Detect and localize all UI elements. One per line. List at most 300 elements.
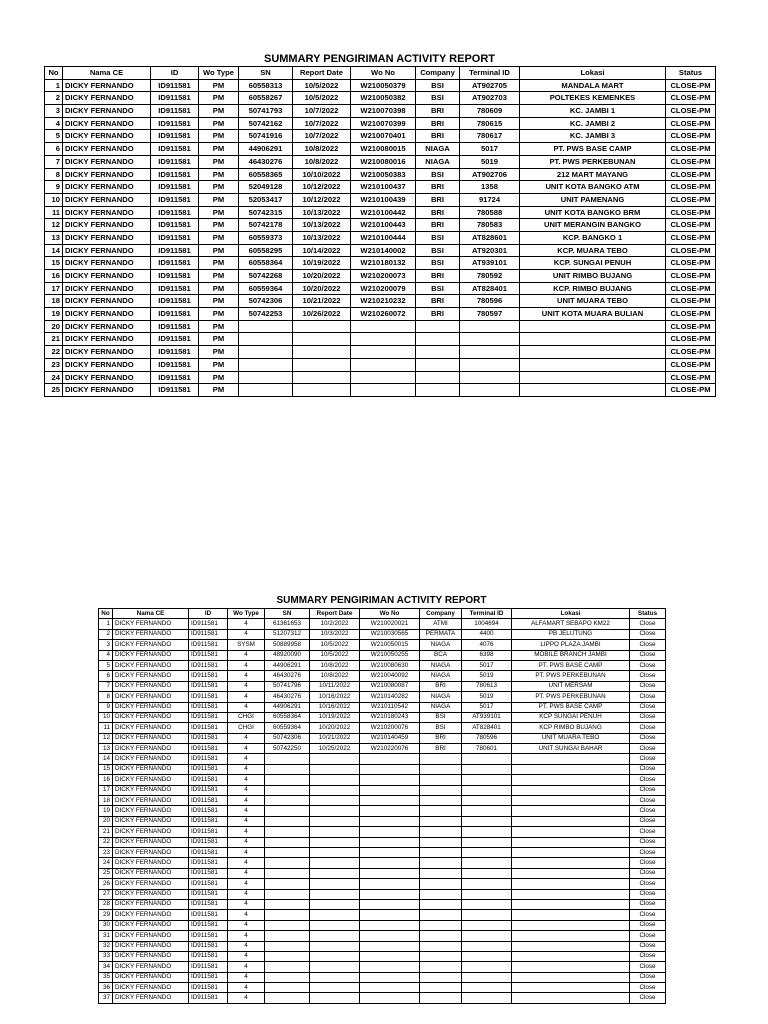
- cell-terminal-id: [462, 962, 512, 972]
- cell-report-date: 10/16/2022: [310, 692, 360, 702]
- cell-nama-ce: DICKY FERNANDO: [113, 847, 189, 857]
- cell-sn: 50742250: [265, 744, 310, 754]
- column-header-nama-ce: Nama CE: [113, 609, 189, 619]
- cell-wo-type: PM: [199, 206, 239, 219]
- cell-no: 24: [99, 858, 113, 868]
- cell-no: 30: [99, 920, 113, 930]
- cell-nama-ce: DICKY FERNANDO: [113, 889, 189, 899]
- cell-report-date: 10/25/2022: [310, 744, 360, 754]
- cell-id: ID911581: [189, 951, 228, 961]
- report-title: SUMMARY PENGIRIMAN ACTIVITY REPORT: [276, 595, 487, 606]
- cell-no: 8: [45, 168, 63, 181]
- cell-lokasi: [512, 796, 630, 806]
- cell-wo-no: W210050379: [351, 79, 416, 92]
- cell-sn: 46430276: [239, 155, 293, 168]
- cell-wo-no: [360, 847, 420, 857]
- cell-id: ID911581: [151, 358, 199, 371]
- cell-wo-type: PM: [199, 181, 239, 194]
- cell-id: ID911581: [151, 282, 199, 295]
- cell-terminal-id: [460, 371, 520, 384]
- cell-company: BRI: [416, 295, 460, 308]
- table-row: [45, 384, 716, 397]
- cell-lokasi: PT. PWS BASE CAMP: [512, 660, 630, 670]
- cell-sn: 46430276: [265, 671, 310, 681]
- cell-terminal-id: [462, 972, 512, 982]
- cell-lokasi: [512, 806, 630, 816]
- cell-no: 11: [99, 723, 113, 733]
- cell-terminal-id: 780596: [460, 295, 520, 308]
- cell-wo-type: PM: [199, 371, 239, 384]
- cell-sn: 60558295: [239, 244, 293, 257]
- column-header-no: No: [45, 67, 63, 80]
- cell-sn: 50742178: [239, 219, 293, 232]
- cell-nama-ce: DICKY FERNANDO: [63, 257, 151, 270]
- cell-sn: 52053417: [239, 193, 293, 206]
- cell-report-date: [310, 837, 360, 847]
- cell-wo-type: PM: [199, 105, 239, 118]
- cell-no: 17: [45, 282, 63, 295]
- cell-wo-type: PM: [199, 117, 239, 130]
- cell-status: CLOSE-PM: [666, 168, 716, 181]
- cell-status: CLOSE-PM: [666, 117, 716, 130]
- cell-wo-type: PM: [199, 231, 239, 244]
- column-header-id: ID: [189, 609, 228, 619]
- cell-nama-ce: DICKY FERNANDO: [63, 79, 151, 92]
- cell-wo-no: [360, 775, 420, 785]
- cell-wo-type: 4: [228, 681, 265, 691]
- cell-sn: 50742306: [265, 733, 310, 743]
- cell-report-date: [293, 384, 351, 397]
- cell-wo-no: [360, 858, 420, 868]
- cell-nama-ce: DICKY FERNANDO: [113, 837, 189, 847]
- cell-id: ID911581: [189, 889, 228, 899]
- cell-sn: [265, 889, 310, 899]
- cell-report-date: [293, 371, 351, 384]
- cell-sn: [265, 993, 310, 1003]
- cell-terminal-id: [462, 983, 512, 993]
- cell-no: 28: [99, 899, 113, 909]
- cell-company: [420, 941, 462, 951]
- cell-wo-no: [360, 785, 420, 795]
- cell-no: 24: [45, 371, 63, 384]
- cell-company: [420, 899, 462, 909]
- cell-report-date: 10/5/2022: [293, 92, 351, 105]
- table-row: [99, 764, 666, 774]
- cell-wo-no: [351, 371, 416, 384]
- cell-terminal-id: [462, 796, 512, 806]
- cell-no: 22: [45, 346, 63, 359]
- cell-terminal-id: [462, 785, 512, 795]
- table-row: [45, 219, 716, 232]
- cell-wo-no: W210100442: [351, 206, 416, 219]
- cell-status: CLOSE-PM: [666, 92, 716, 105]
- cell-sn: 60558364: [265, 712, 310, 722]
- cell-no: 19: [45, 308, 63, 321]
- cell-sn: [265, 754, 310, 764]
- table-row: [45, 117, 716, 130]
- cell-wo-no: [360, 816, 420, 826]
- cell-lokasi: [520, 333, 666, 346]
- cell-company: [420, 858, 462, 868]
- cell-wo-type: PM: [199, 92, 239, 105]
- cell-lokasi: POLTEKES KEMENKES: [520, 92, 666, 105]
- cell-wo-no: W210070401: [351, 130, 416, 143]
- column-header-terminal-id: Terminal ID: [462, 609, 512, 619]
- cell-report-date: 10/26/2022: [293, 308, 351, 321]
- cell-lokasi: [512, 983, 630, 993]
- cell-company: NIAGA: [416, 143, 460, 156]
- cell-wo-no: W210050255: [360, 650, 420, 660]
- table-row: [99, 671, 666, 681]
- cell-id: ID911581: [189, 827, 228, 837]
- cell-terminal-id: [462, 889, 512, 899]
- cell-company: [420, 962, 462, 972]
- report-title: SUMMARY PENGIRIMAN ACTIVITY REPORT: [263, 53, 496, 65]
- cell-nama-ce: DICKY FERNANDO: [63, 320, 151, 333]
- cell-status: CLOSE-PM: [666, 282, 716, 295]
- cell-nama-ce: DICKY FERNANDO: [63, 282, 151, 295]
- cell-wo-no: [360, 983, 420, 993]
- cell-status: Close: [630, 983, 666, 993]
- cell-terminal-id: AT828401: [462, 723, 512, 733]
- cell-report-date: [293, 358, 351, 371]
- table-row: [99, 619, 666, 629]
- cell-no: 17: [99, 785, 113, 795]
- cell-lokasi: KCP. BANGKO 1: [520, 231, 666, 244]
- cell-wo-type: 4: [228, 702, 265, 712]
- cell-terminal-id: [462, 993, 512, 1003]
- cell-report-date: 10/19/2022: [293, 257, 351, 270]
- column-header-id: ID: [151, 67, 199, 80]
- table-row: [99, 681, 666, 691]
- cell-wo-type: 4: [228, 692, 265, 702]
- table-row: [99, 796, 666, 806]
- cell-terminal-id: 1004694: [462, 619, 512, 629]
- cell-company: [420, 837, 462, 847]
- cell-lokasi: [512, 858, 630, 868]
- cell-no: 2: [99, 629, 113, 639]
- cell-no: 18: [99, 796, 113, 806]
- cell-id: ID911581: [189, 899, 228, 909]
- cell-wo-type: 4: [228, 910, 265, 920]
- cell-no: 22: [99, 837, 113, 847]
- cell-nama-ce: DICKY FERNANDO: [63, 333, 151, 346]
- table-row: [45, 231, 716, 244]
- cell-terminal-id: [462, 764, 512, 774]
- cell-wo-type: PM: [199, 333, 239, 346]
- cell-id: ID911581: [151, 346, 199, 359]
- cell-status: Close: [630, 816, 666, 826]
- cell-nama-ce: DICKY FERNANDO: [113, 775, 189, 785]
- cell-id: ID911581: [151, 206, 199, 219]
- cell-sn: [239, 320, 293, 333]
- cell-status: CLOSE-PM: [666, 244, 716, 257]
- cell-lokasi: KCP. RIMBO BUJANG: [520, 282, 666, 295]
- cell-nama-ce: DICKY FERNANDO: [113, 733, 189, 743]
- cell-report-date: [293, 320, 351, 333]
- cell-wo-no: W210050383: [351, 168, 416, 181]
- cell-report-date: [310, 889, 360, 899]
- cell-sn: [265, 816, 310, 826]
- cell-id: ID911581: [151, 193, 199, 206]
- cell-nama-ce: DICKY FERNANDO: [113, 993, 189, 1003]
- cell-id: ID911581: [189, 868, 228, 878]
- cell-nama-ce: DICKY FERNANDO: [63, 143, 151, 156]
- cell-wo-type: CHGI: [228, 712, 265, 722]
- cell-wo-no: W210080016: [351, 155, 416, 168]
- cell-company: PERMATA: [420, 629, 462, 639]
- cell-status: Close: [630, 889, 666, 899]
- cell-company: BRI: [416, 219, 460, 232]
- cell-lokasi: PT. PWS BASE CAMP: [512, 702, 630, 712]
- column-header-status: Status: [630, 609, 666, 619]
- cell-report-date: 10/8/2022: [310, 660, 360, 670]
- cell-lokasi: KCP. MUARA TEBO: [520, 244, 666, 257]
- cell-nama-ce: DICKY FERNANDO: [113, 868, 189, 878]
- cell-report-date: [310, 983, 360, 993]
- cell-wo-no: W210040092: [360, 671, 420, 681]
- cell-terminal-id: 780597: [460, 308, 520, 321]
- cell-status: Close: [630, 629, 666, 639]
- cell-id: ID911581: [189, 858, 228, 868]
- cell-wo-no: W210080087: [360, 681, 420, 691]
- cell-company: BRI: [416, 105, 460, 118]
- cell-report-date: 10/7/2022: [293, 130, 351, 143]
- cell-status: Close: [630, 619, 666, 629]
- cell-lokasi: [512, 941, 630, 951]
- cell-sn: [265, 962, 310, 972]
- cell-nama-ce: DICKY FERNANDO: [63, 219, 151, 232]
- column-header-wo-type: Wo Type: [199, 67, 239, 80]
- cell-id: ID911581: [151, 130, 199, 143]
- cell-status: Close: [630, 754, 666, 764]
- cell-lokasi: [512, 951, 630, 961]
- cell-terminal-id: 5019: [460, 155, 520, 168]
- table-row: [45, 346, 716, 359]
- table-row: [99, 847, 666, 857]
- cell-sn: [265, 847, 310, 857]
- activity-table: [98, 608, 666, 1004]
- cell-wo-no: W210100439: [351, 193, 416, 206]
- cell-report-date: 10/5/2022: [310, 640, 360, 650]
- table-row: [99, 712, 666, 722]
- cell-wo-no: [360, 889, 420, 899]
- cell-wo-no: W210140002: [351, 244, 416, 257]
- cell-nama-ce: DICKY FERNANDO: [113, 764, 189, 774]
- table-row: [45, 193, 716, 206]
- cell-status: Close: [630, 640, 666, 650]
- table-row: [45, 130, 716, 143]
- cell-report-date: [310, 827, 360, 837]
- cell-nama-ce: DICKY FERNANDO: [113, 899, 189, 909]
- cell-status: CLOSE-PM: [666, 270, 716, 283]
- cell-sn: [239, 371, 293, 384]
- cell-wo-type: 4: [228, 806, 265, 816]
- cell-lokasi: [512, 910, 630, 920]
- cell-sn: [265, 827, 310, 837]
- column-header-lokasi: Lokasi: [520, 67, 666, 80]
- cell-sn: 60558313: [239, 79, 293, 92]
- cell-wo-type: PM: [199, 155, 239, 168]
- cell-report-date: [310, 754, 360, 764]
- cell-id: ID911581: [189, 712, 228, 722]
- cell-status: Close: [630, 785, 666, 795]
- cell-no: 7: [99, 681, 113, 691]
- cell-lokasi: KC. JAMBI 1: [520, 105, 666, 118]
- cell-no: 35: [99, 972, 113, 982]
- table-row: [99, 816, 666, 826]
- cell-terminal-id: [462, 754, 512, 764]
- cell-status: Close: [630, 827, 666, 837]
- cell-lokasi: [512, 868, 630, 878]
- cell-nama-ce: DICKY FERNANDO: [63, 117, 151, 130]
- cell-report-date: 10/7/2022: [293, 117, 351, 130]
- cell-company: NIAGA: [420, 702, 462, 712]
- cell-company: BSI: [420, 712, 462, 722]
- cell-sn: [265, 920, 310, 930]
- cell-wo-no: [360, 972, 420, 982]
- cell-sn: [239, 333, 293, 346]
- cell-lokasi: UNIT KOTA BANGKO ATM: [520, 181, 666, 194]
- cell-company: BRI: [416, 181, 460, 194]
- cell-id: ID911581: [189, 962, 228, 972]
- cell-lokasi: [512, 764, 630, 774]
- column-header-company: Company: [416, 67, 460, 80]
- cell-lokasi: 212 MART MAYANG: [520, 168, 666, 181]
- cell-terminal-id: AT939101: [462, 712, 512, 722]
- cell-terminal-id: [462, 816, 512, 826]
- cell-no: 12: [45, 219, 63, 232]
- cell-wo-no: W210020021: [360, 619, 420, 629]
- cell-wo-type: PM: [199, 282, 239, 295]
- cell-sn: [265, 899, 310, 909]
- cell-report-date: 10/12/2022: [293, 193, 351, 206]
- cell-no: 21: [45, 333, 63, 346]
- cell-report-date: [310, 868, 360, 878]
- cell-no: 31: [99, 931, 113, 941]
- cell-no: 19: [99, 806, 113, 816]
- cell-no: 5: [99, 660, 113, 670]
- cell-id: ID911581: [189, 723, 228, 733]
- table-row: [45, 79, 716, 92]
- cell-report-date: [310, 879, 360, 889]
- cell-wo-type: SYSM: [228, 640, 265, 650]
- cell-wo-no: [351, 346, 416, 359]
- cell-report-date: 10/13/2022: [293, 219, 351, 232]
- cell-status: CLOSE-PM: [666, 308, 716, 321]
- cell-status: Close: [630, 692, 666, 702]
- cell-sn: [265, 764, 310, 774]
- table-row: [45, 244, 716, 257]
- cell-nama-ce: DICKY FERNANDO: [63, 231, 151, 244]
- cell-status: Close: [630, 920, 666, 930]
- column-header-no: No: [99, 609, 113, 619]
- cell-terminal-id: [460, 333, 520, 346]
- column-header-sn: SN: [265, 609, 310, 619]
- table-row: [99, 692, 666, 702]
- table-row: [99, 702, 666, 712]
- cell-nama-ce: DICKY FERNANDO: [63, 92, 151, 105]
- cell-no: 2: [45, 92, 63, 105]
- cell-terminal-id: [462, 827, 512, 837]
- cell-wo-type: 4: [228, 764, 265, 774]
- cell-wo-type: PM: [199, 168, 239, 181]
- cell-company: BRI: [416, 206, 460, 219]
- cell-no: 6: [45, 143, 63, 156]
- cell-company: [420, 796, 462, 806]
- table-row: [99, 785, 666, 795]
- cell-sn: [265, 785, 310, 795]
- cell-wo-type: 4: [228, 733, 265, 743]
- table-row: [99, 868, 666, 878]
- cell-terminal-id: AT902705: [460, 79, 520, 92]
- cell-wo-no: [360, 941, 420, 951]
- table-row: [99, 733, 666, 743]
- cell-sn: [265, 910, 310, 920]
- cell-sn: [265, 983, 310, 993]
- cell-terminal-id: 4400: [462, 629, 512, 639]
- cell-lokasi: PT. PWS PERKEBUNAN: [512, 671, 630, 681]
- cell-lokasi: [520, 384, 666, 397]
- cell-wo-type: 4: [228, 858, 265, 868]
- cell-no: 3: [99, 640, 113, 650]
- cell-nama-ce: DICKY FERNANDO: [63, 155, 151, 168]
- table-row: [99, 910, 666, 920]
- cell-terminal-id: [462, 806, 512, 816]
- cell-sn: 60559373: [239, 231, 293, 244]
- table-row: [99, 972, 666, 982]
- cell-lokasi: UNIT KOTA MUARA BULIAN: [520, 308, 666, 321]
- cell-nama-ce: DICKY FERNANDO: [113, 785, 189, 795]
- cell-sn: [265, 879, 310, 889]
- table-row: [99, 640, 666, 650]
- cell-terminal-id: [460, 358, 520, 371]
- cell-company: BSI: [416, 257, 460, 270]
- cell-wo-type: 4: [228, 993, 265, 1003]
- cell-company: BSI: [416, 231, 460, 244]
- cell-report-date: [293, 346, 351, 359]
- cell-lokasi: [520, 346, 666, 359]
- cell-wo-no: [351, 358, 416, 371]
- cell-no: 13: [99, 744, 113, 754]
- cell-nama-ce: DICKY FERNANDO: [113, 619, 189, 629]
- cell-id: ID911581: [151, 155, 199, 168]
- cell-id: ID911581: [151, 320, 199, 333]
- cell-no: 25: [45, 384, 63, 397]
- table-row: [99, 983, 666, 993]
- cell-id: ID911581: [189, 744, 228, 754]
- cell-nama-ce: DICKY FERNANDO: [63, 346, 151, 359]
- table-row: [45, 181, 716, 194]
- cell-id: ID911581: [151, 384, 199, 397]
- cell-lokasi: UNIT MERSAM: [512, 681, 630, 691]
- cell-id: ID911581: [189, 764, 228, 774]
- table-row: [99, 629, 666, 639]
- cell-company: [420, 910, 462, 920]
- cell-terminal-id: 780613: [462, 681, 512, 691]
- table-row: [45, 155, 716, 168]
- cell-sn: 60558364: [239, 257, 293, 270]
- table-row: [99, 660, 666, 670]
- cell-status: Close: [630, 702, 666, 712]
- cell-no: 34: [99, 962, 113, 972]
- cell-sn: [265, 931, 310, 941]
- cell-id: ID911581: [151, 308, 199, 321]
- cell-wo-type: PM: [199, 130, 239, 143]
- cell-terminal-id: [462, 847, 512, 857]
- cell-id: ID911581: [189, 879, 228, 889]
- cell-terminal-id: [462, 931, 512, 941]
